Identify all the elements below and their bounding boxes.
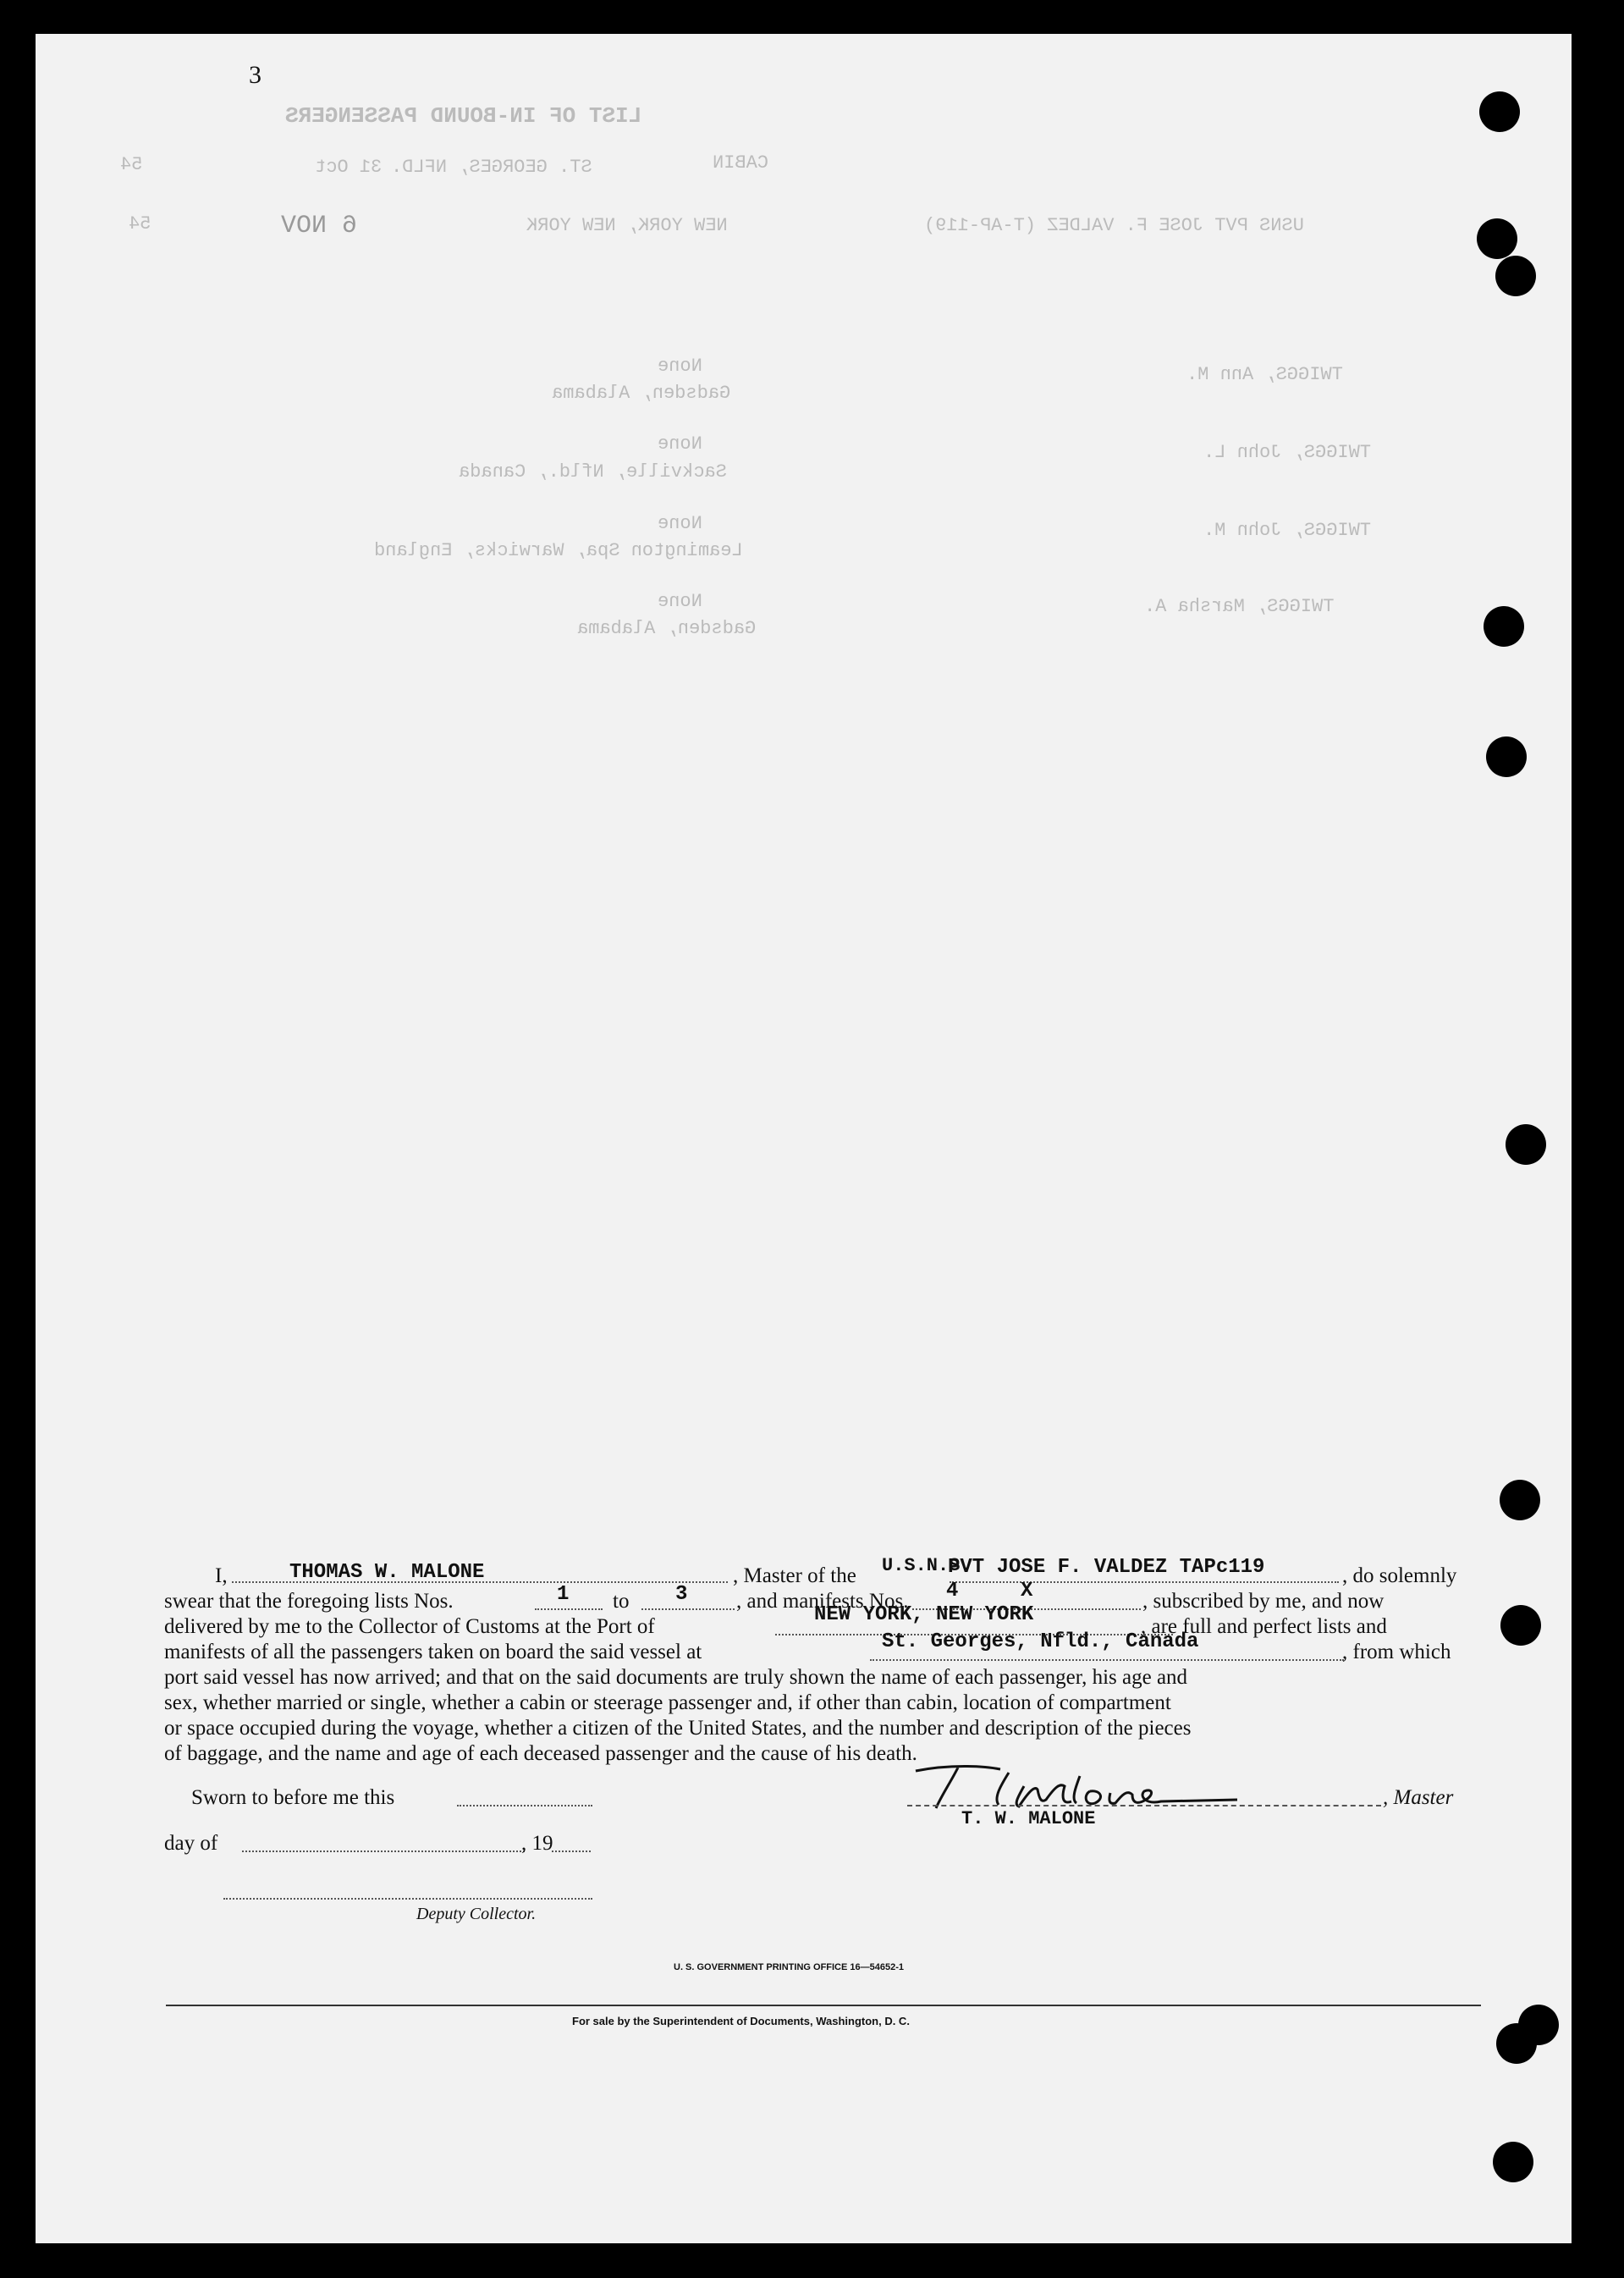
- departure-port: St. Georges, Nfld., Canada: [882, 1630, 1199, 1653]
- punch-hole: [1486, 736, 1527, 777]
- corner-number: 3: [249, 61, 261, 89]
- oath-from-which: , from which: [1342, 1641, 1451, 1663]
- punch-hole: [1493, 2142, 1533, 2182]
- punch-hole: [1496, 2023, 1537, 2064]
- punch-hole: [1500, 1480, 1540, 1520]
- ship-prefix: U.S.N.S.: [882, 1555, 972, 1576]
- signature-blank: [907, 1805, 1381, 1806]
- oath-line-6: sex, whether married or single, whether a cabin or steerage passenger and, if other than cabin, location of compartment: [164, 1691, 1171, 1714]
- day-blank: [242, 1851, 525, 1852]
- faint-heading: LIST OF IN-BOUND PASSENGERS: [285, 103, 642, 129]
- punch-hole: [1477, 218, 1517, 259]
- year-blank: [552, 1851, 591, 1852]
- faint-year: 54: [120, 154, 143, 175]
- list-from-blank: [535, 1608, 603, 1610]
- master-label: , Master: [1383, 1786, 1454, 1809]
- oath-do-solemnly: , do solemnly: [1342, 1564, 1457, 1587]
- year-prefix: , 19: [521, 1832, 553, 1855]
- sworn-blank: [457, 1805, 592, 1806]
- faint-arrival: 6 NOV: [281, 212, 358, 240]
- faint-class: CABIN: [713, 152, 769, 174]
- faint-passenger-name: TWIGGS, John M.: [1203, 520, 1372, 541]
- faint-date: 31 Oct: [315, 157, 383, 178]
- oath-full-perfect: , are full and perfect lists and: [1141, 1615, 1387, 1638]
- faint-vessel: USNS PVT JOSE F. VALDEZ (T-AP-119): [924, 215, 1304, 236]
- sworn-label: Sworn to before me this: [191, 1786, 395, 1809]
- faint-passenger-status: None: [658, 356, 702, 377]
- oath-manifests-of: manifests of all the passengers taken on board the said vessel at: [164, 1641, 702, 1663]
- list-from: 1: [557, 1583, 570, 1606]
- faint-arrival-year: 54: [129, 213, 151, 234]
- oath-line-5: port said vessel has now arrived; and that on the said documents are truly shown the name of each passenger, his age and: [164, 1666, 1188, 1689]
- faint-passenger-status: None: [658, 513, 702, 534]
- faint-passenger-status: None: [658, 433, 702, 455]
- list-to-blank: [641, 1608, 735, 1610]
- vessel-name: PVT JOSE F. VALDEZ TAPc119: [948, 1556, 1265, 1579]
- faint-passenger-residence: Leamington Spa, Warwicks, England: [374, 540, 743, 561]
- punch-hole: [1500, 1605, 1541, 1646]
- punch-hole: [1479, 91, 1520, 132]
- faint-passenger-status: None: [658, 591, 702, 612]
- punch-hole: [1495, 256, 1536, 296]
- for-sale-note: For sale by the Superintendent of Documents, Washington, D. C.: [572, 2015, 910, 2027]
- faint-passenger-name: TWIGGS, John L.: [1203, 442, 1372, 463]
- master-name: THOMAS W. MALONE: [289, 1561, 485, 1584]
- faint-passenger-residence: Gadsden, Alabama: [577, 618, 757, 639]
- footer-rule: [166, 2005, 1481, 2006]
- faint-passenger-name: TWIGGS, Ann M.: [1186, 364, 1343, 385]
- oath-delivered: delivered by me to the Collector of Customs at the Port of: [164, 1615, 655, 1638]
- oath-swear: swear that the foregoing lists Nos.: [164, 1590, 454, 1613]
- manifest-to: X: [1021, 1580, 1033, 1602]
- punch-hole: [1506, 1124, 1546, 1165]
- oath-to: to: [613, 1590, 630, 1613]
- departure-blank: [870, 1659, 1344, 1661]
- manifest-no: 4: [946, 1580, 959, 1602]
- manifest-page: [36, 34, 1572, 2243]
- list-to: 3: [675, 1583, 688, 1606]
- faint-passenger-residence: Sackville, Nfld., Canada: [459, 461, 727, 483]
- oath-i: I,: [215, 1564, 228, 1587]
- faint-destination: NEW YORK, NEW YORK: [526, 215, 728, 236]
- vessel-blank: [950, 1581, 1339, 1583]
- faint-port: ST. GEORGES, NFLD.: [391, 157, 592, 178]
- oath-manifests: , and manifests Nos.: [736, 1590, 909, 1613]
- faint-passenger-name: TWIGGS, Marsha A.: [1144, 596, 1335, 617]
- oath-line-8: of baggage, and the name and age of each deceased passenger and the cause of his death.: [164, 1742, 917, 1765]
- deputy-collector-blank: [223, 1898, 592, 1900]
- typed-master-name: T. W. MALONE: [961, 1808, 1096, 1829]
- faint-passenger-residence: Gadsden, Alabama: [552, 383, 731, 404]
- day-of-label: day of: [164, 1832, 218, 1855]
- oath-line-7: or space occupied during the voyage, whether a citizen of the United States, and the number and description of the pieces: [164, 1717, 1192, 1740]
- punch-hole: [1484, 606, 1524, 647]
- oath-subscribed: , subscribed by me, and now: [1142, 1590, 1385, 1613]
- oath-master-of: , Master of the: [733, 1564, 856, 1587]
- port-name: NEW YORK, NEW YORK: [814, 1603, 1034, 1626]
- printing-office: U. S. GOVERNMENT PRINTING OFFICE 16—54652-1: [674, 1962, 905, 1972]
- deputy-collector-label: Deputy Collector.: [416, 1905, 537, 1923]
